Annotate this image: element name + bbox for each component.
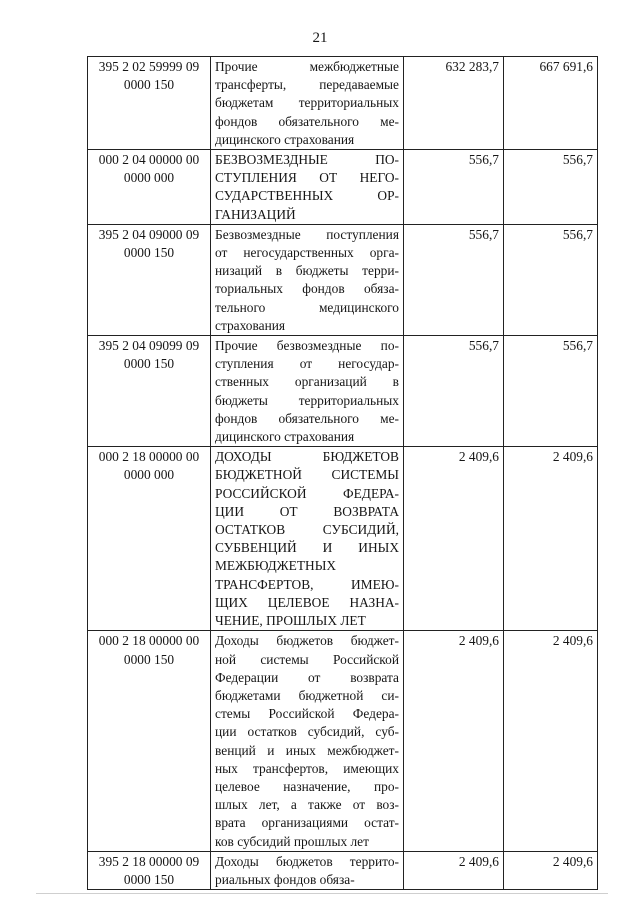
income-name-line: Федерации от возврата	[215, 669, 399, 685]
budget-code-cell	[88, 447, 211, 631]
income-name-line: дицинского страхования	[215, 429, 355, 445]
income-name-line: МЕЖБЮДЖЕТНЫХ	[215, 558, 337, 574]
table-row	[88, 336, 598, 447]
income-name-line: Прочие безвозмездные по-	[215, 338, 399, 354]
budget-table-body	[88, 57, 598, 890]
income-name-line: бюджетами бюджетной си-	[215, 687, 399, 703]
income-name-line: стемы Российской Федера-	[215, 706, 399, 722]
income-name-line: Прочие межбюджетные	[215, 59, 399, 74]
budget-code-line: 395 2 02 59999 09	[98, 59, 200, 74]
income-name-line: ТРАНСФЕРТОВ, ИМЕЮ-	[215, 576, 399, 592]
income-name-line: РОССИЙСКОЙ ФЕДЕРА-	[215, 485, 399, 501]
income-name-line: Доходы бюджетов бюджет-	[215, 633, 399, 649]
income-name-cell	[211, 57, 404, 150]
income-name-line: СТУПЛЕНИЯ ОТ НЕГО-	[215, 170, 399, 186]
income-name-line: СУБВЕНЦИЙ И ИНЫХ	[215, 540, 399, 556]
income-name-line: ступления от негосудар-	[215, 356, 399, 372]
budget-code-cell	[88, 224, 211, 335]
budget-code-cell	[88, 57, 211, 150]
income-name-line: тельного медицинского	[215, 299, 399, 315]
amount-cell-1: 2 409,6	[404, 631, 504, 851]
income-name-line: риальных фондов обяза-	[215, 871, 355, 887]
budget-code-cell	[88, 336, 211, 447]
income-name-line: ториальных фондов обяза-	[215, 281, 399, 297]
income-name-cell	[211, 224, 404, 335]
page-bottom-edge	[36, 893, 608, 894]
budget-code-line: 0000 150	[123, 651, 175, 667]
income-name-line: СУДАРСТВЕННЫХ ОР-	[215, 188, 399, 204]
income-name-line: БЮДЖЕТНОЙ СИСТЕМЫ	[215, 467, 399, 483]
income-name-line: от негосударственных орга-	[215, 245, 399, 261]
income-name-line: ЦИИ ОТ ВОЗВРАТА	[215, 503, 399, 519]
budget-code-line: 0000 150	[123, 77, 175, 93]
income-name-line: ции остатков субсидий, суб-	[215, 724, 399, 740]
income-name-line: ЩИХ ЦЕЛЕВОЕ НАЗНА-	[215, 594, 399, 610]
budget-code-line: 000 2 18 00000 00	[98, 633, 200, 649]
income-name-cell	[211, 150, 404, 225]
budget-code-line: 0000 000	[123, 170, 175, 186]
budget-code-line: 395 2 04 09000 09	[98, 226, 200, 242]
amount-cell-1: 2 409,6	[404, 851, 504, 889]
income-name-line: ГАНИЗАЦИЙ	[215, 206, 296, 222]
income-name-line: ОСТАТКОВ СУБСИДИЙ,	[215, 522, 399, 538]
budget-code-line: 0000 150	[123, 356, 175, 372]
income-name-cell	[211, 447, 404, 631]
income-name-line: ДОХОДЫ БЮДЖЕТОВ	[215, 449, 399, 465]
income-name-line: дицинского страхования	[215, 131, 355, 147]
budget-code-line: 0000 000	[123, 467, 175, 483]
amount-cell-1: 556,7	[404, 336, 504, 447]
amount-cell-2: 556,7	[504, 336, 598, 447]
income-name-line: ЧЕНИЕ, ПРОШЛЫХ ЛЕТ	[215, 613, 366, 629]
amount-cell-1: 556,7	[404, 150, 504, 225]
income-name-cell	[211, 631, 404, 851]
budget-code-cell	[88, 631, 211, 851]
amount-cell-1: 556,7	[404, 224, 504, 335]
income-name-line: ственных организаций в	[215, 374, 399, 390]
income-name-line: фондов обязательного ме-	[215, 113, 399, 129]
amount-cell-1: 632 283,7	[404, 57, 504, 150]
income-name-line: низаций в бюджеты терри-	[215, 263, 399, 279]
income-name-line: врата организациями остат-	[215, 815, 399, 831]
budget-code-line: 395 2 04 09099 09	[98, 338, 200, 354]
amount-cell-2: 2 409,6	[504, 851, 598, 889]
amount-cell-2: 556,7	[504, 150, 598, 225]
amount-cell-2: 667 691,6	[504, 57, 598, 150]
income-name-line: ных трансфертов, имеющих	[215, 760, 399, 776]
income-name-line: фондов обязательного ме-	[215, 410, 399, 426]
table-row	[88, 150, 598, 225]
budget-code-line: 0000 150	[123, 245, 175, 261]
table-row	[88, 631, 598, 851]
income-name-cell	[211, 851, 404, 889]
table-row	[88, 224, 598, 335]
income-name-line: венций и иных межбюджет-	[215, 742, 399, 758]
amount-cell-1: 2 409,6	[404, 447, 504, 631]
budget-code-line: 395 2 18 00000 09	[98, 853, 200, 869]
page-number: 21	[312, 30, 328, 46]
income-name-line: шлых лет, а также от воз-	[215, 797, 399, 813]
budget-table	[87, 56, 598, 890]
income-name-cell	[211, 336, 404, 447]
income-name-line: Доходы бюджетов террито-	[215, 853, 399, 869]
income-name-line: Безвозмездные поступления	[215, 226, 399, 242]
income-name-line: ков субсидий прошлых лет	[215, 833, 369, 849]
amount-cell-2: 556,7	[504, 224, 598, 335]
table-row	[88, 447, 598, 631]
budget-code-line: 000 2 04 00000 00	[98, 152, 200, 168]
budget-code-line: 000 2 18 00000 00	[98, 449, 200, 465]
budget-code-cell	[88, 150, 211, 225]
budget-code-cell	[88, 851, 211, 889]
amount-cell-2: 2 409,6	[504, 447, 598, 631]
income-name-line: трансферты, передаваемые	[215, 77, 399, 93]
table-row	[88, 57, 598, 150]
income-name-line: БЕЗВОЗМЕЗДНЫЕ ПО-	[215, 152, 399, 168]
budget-code-line: 0000 150	[123, 871, 175, 887]
income-name-line: бюджеты территориальных	[215, 392, 399, 408]
income-name-line: целевое назначение, про-	[215, 778, 399, 794]
income-name-line: бюджетам территориальных	[215, 95, 399, 111]
income-name-line: страхования	[215, 317, 286, 333]
amount-cell-2: 2 409,6	[504, 631, 598, 851]
income-name-line: ной системы Российской	[215, 651, 399, 667]
table-row	[88, 851, 598, 889]
